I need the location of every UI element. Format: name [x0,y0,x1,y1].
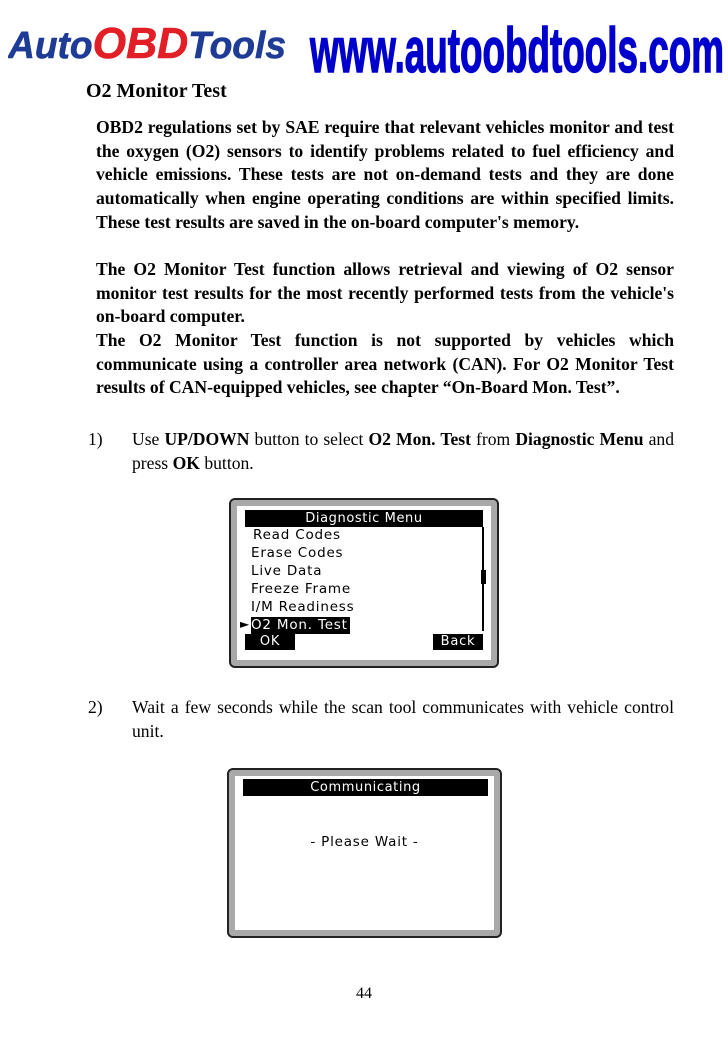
step-number: 1) [88,429,103,449]
screen-title: Communicating [243,779,488,796]
back-softkey[interactable]: Back [433,634,483,650]
scrollbar-thumb[interactable] [481,570,486,584]
paragraph-function: The O2 Monitor Test function allows retrieval and viewing of O2 sensor monitor test results for the most recently performed tests from the vehicle's on-board computer. [96,259,674,327]
page-number: 44 [356,985,372,1002]
menu-item-o2-mon-test[interactable]: O2 Mon. Test [251,617,348,633]
step-number: 2) [88,697,103,717]
step-text: Use UP/DOWN button to select O2 Mon. Test from Diagnostic Menu and press OK button. [132,429,675,473]
please-wait-message: - Please Wait - [310,834,419,850]
svg-text:www.autoobdtools.com: www.autoobdtools.com [309,15,724,80]
menu-item-erase-codes[interactable]: Erase Codes [251,545,344,561]
communicating-screen [227,768,502,938]
svg-text:AutoOBDTools: AutoOBDTools [8,19,289,68]
website-url [308,6,726,80]
section-title: O2 Monitor Test [86,80,227,102]
ok-softkey[interactable]: OK [245,634,295,650]
menu-item-freeze-frame[interactable]: Freeze Frame [251,581,351,597]
diagnostic-menu-screen [229,498,499,668]
selection-arrow-icon: ► [240,617,250,631]
step-1 [88,428,674,475]
menu-item-live-data[interactable]: Live Data [251,563,323,579]
paragraph-intro: OBD2 regulations set by SAE require that relevant vehicles monitor and test the oxygen (O2) sensors to identify problems related to fuel efficiency and vehicle emissions. These tests are not on-demand tests and they are done automatically when engine operating conditions are within specified limits. These test results are saved in the on-board computer's memory. [96,117,674,232]
autoobdtools-logo [8,18,290,68]
paragraph-can-note: The O2 Monitor Test function is not supported by vehicles which communicate using a controller area network (CAN). For O2 Monitor Test results of CAN-equipped vehicles, see chapter “On-Board Mon. Test”. [96,330,674,398]
menu-item-im-readiness[interactable]: I/M Readiness [251,599,355,615]
menu-item-read-codes[interactable]: Read Codes [253,527,341,543]
step-text: Wait a few seconds while the scan tool communicates with vehicle control unit. [132,697,674,741]
screen-title: Diagnostic Menu [245,510,483,527]
step-2 [88,696,674,743]
